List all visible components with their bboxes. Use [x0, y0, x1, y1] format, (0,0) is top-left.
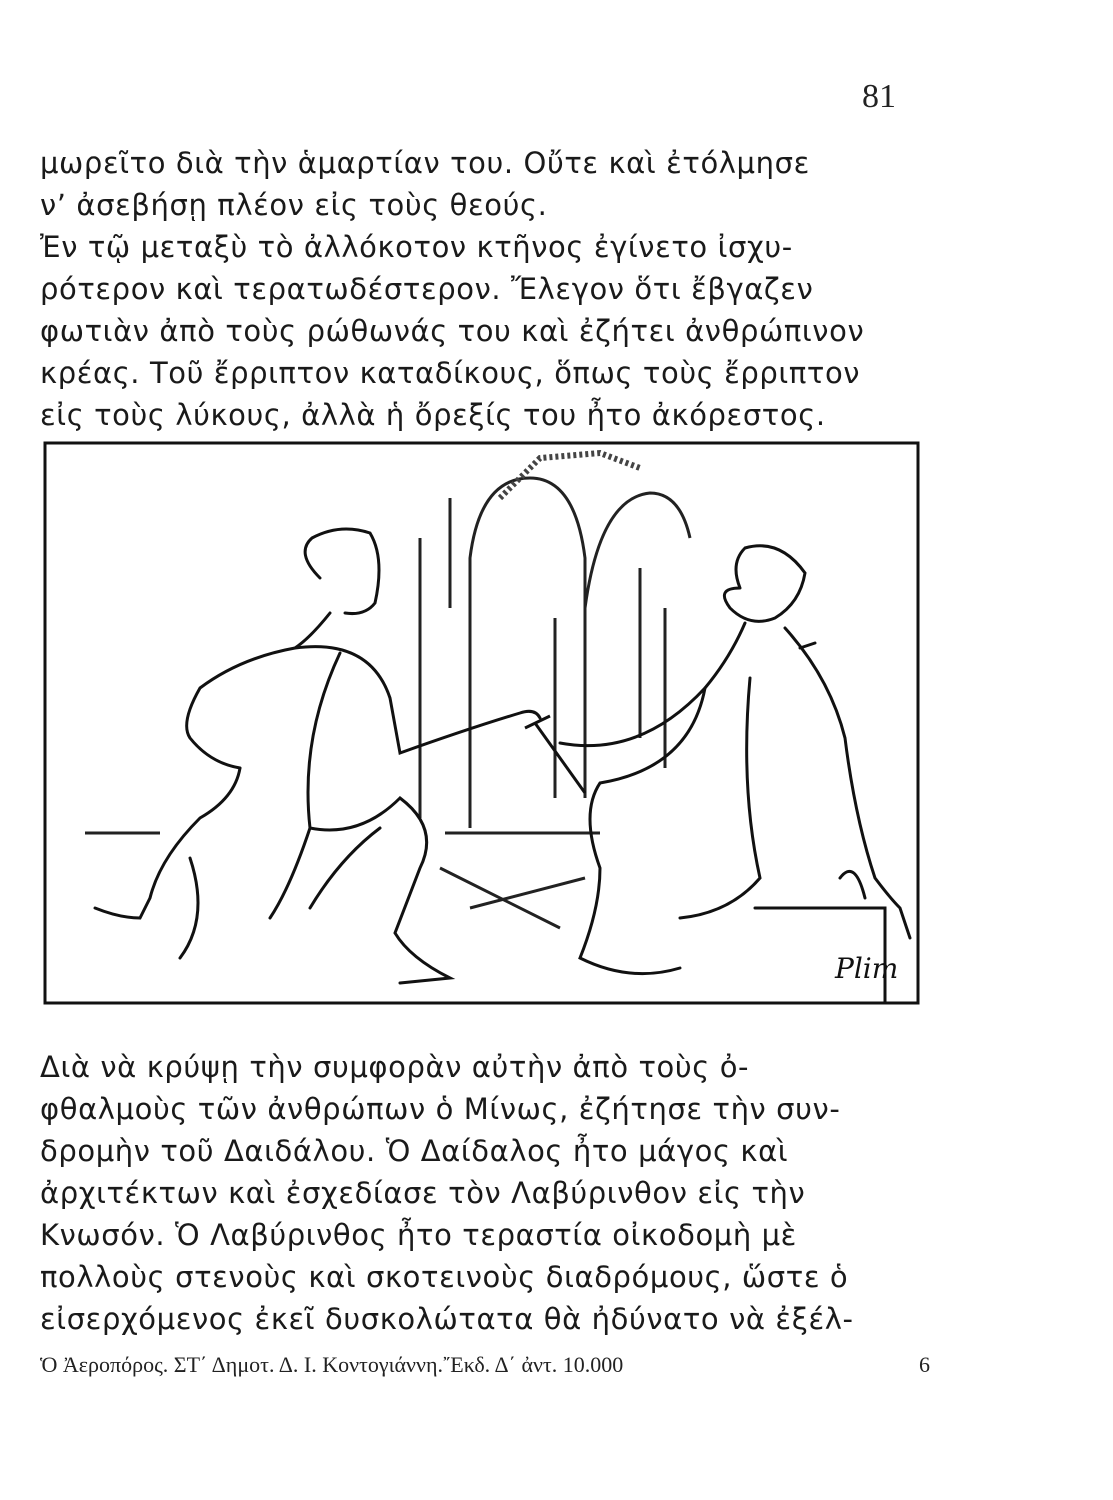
text-line: ν’ ἀσεβήσῃ πλέον εἰς τοὺς θεούς. [40, 188, 548, 222]
text-line: Διὰ νὰ κρύψῃ τὴν συμφορὰν αὐτὴν ἀπὸ τοὺς ὀ- [40, 1050, 750, 1084]
text-line: φθαλμοὺς τῶν ἀνθρώπων ὁ Μίνως, ἐζήτησε τὴν συν- [40, 1092, 841, 1126]
text-line: Ἐν τῷ μεταξὺ τὸ ἀλλόκοτον κτῆνος ἐγίνετο ἰσχυ- [40, 230, 793, 264]
text-line: Κνωσόν. Ὁ Λαβύρινθος ἦτο τεραστία οἰκοδομὴ μὲ [40, 1218, 797, 1252]
figure-ariadne [560, 546, 910, 1003]
text-line: φωτιὰν ἀπὸ τοὺς ρώθωνάς του καὶ ἐζήτει ἀνθρώπινον [40, 314, 865, 348]
text-line: πολλοὺς στενοὺς καὶ σκοτεινοὺς διαδρόμους, ὥστε ὁ [40, 1260, 849, 1294]
illustration-frame [45, 443, 918, 1003]
text-line: εἰσερχόμενος ἐκεῖ δυσκολώτατα θὰ ἠδύνατο νὰ ἐξέλ- [40, 1302, 854, 1336]
footer [40, 1352, 930, 1378]
text-line: μωρεῖτο διὰ τὴν ἁμαρτίαν του. Οὔτε καὶ ἐτόλμησε [40, 146, 810, 180]
paragraph-bottom [40, 1046, 940, 1340]
paragraph-top [40, 142, 940, 436]
text-line: ρότερον καὶ τερατωδέστερον. Ἔλεγον ὅτι ἔβγαζεν [40, 272, 814, 306]
text-line: κρέας. Τοῦ ἔρριπτον καταδίκους, ὅπως τοὺς ἔρριπτον [40, 356, 861, 390]
text-line: δρομὴν τοῦ Δαιδάλου. Ὁ Δαίδαλος ἦτο μάγος καὶ [40, 1134, 789, 1168]
page-number: 81 [862, 78, 896, 115]
figure-theseus [95, 529, 540, 983]
footer-signature-number: 6 [919, 1352, 930, 1377]
text-line: εἰς τοὺς λύκους, ἀλλὰ ἡ ὄρεξίς του ἦτο ἀκόρεστος. [40, 398, 826, 432]
illustration-signature: Plim [835, 952, 899, 985]
text-line: ἀρχιτέκτων καὶ ἐσχεδίασε τὸν Λαβύρινθον εἰς τὴν [40, 1176, 806, 1210]
footer-publication-info: Ὁ Ἀεροπόρος. ΣΤ΄ Δημοτ. Δ. Ι. Κοντογιάννη.῎Εκδ. Δ΄ ἀντ. 10.000 [40, 1352, 624, 1377]
illustration-theseus-ariadne [40, 438, 925, 1028]
